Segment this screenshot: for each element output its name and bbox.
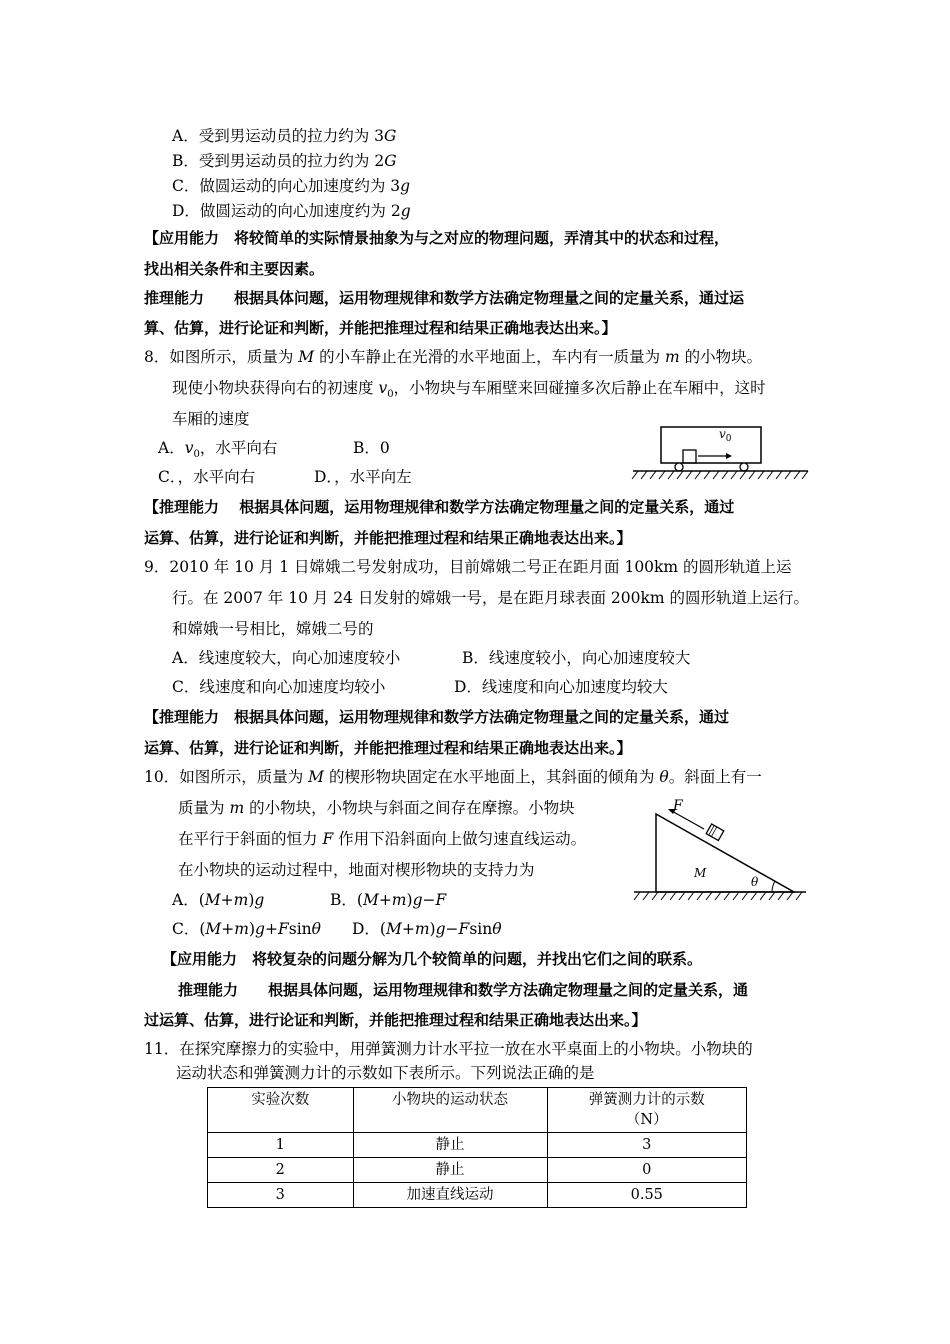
table-header-row: [208, 1088, 747, 1133]
q7-option-d: D．做圆运动的向心加速度约为 2g: [172, 202, 411, 220]
cell-trial: 3: [208, 1183, 354, 1208]
wheel-right: [740, 463, 748, 471]
ground-hatching: [632, 471, 808, 479]
wheel-left: [675, 463, 683, 471]
note8-line1: 【推理能力 根据具体问题，运用物理规律和数学方法确定物理量之间的定量关系，通过: [144, 498, 735, 516]
q9-option-d: D．线速度和向心加速度均较大: [454, 678, 668, 696]
q9-line1: 9．2010 年 10 月 1 日嫦娥二号发射成功，目前嫦娥二号正在距月面 100km 的圆形轨道上运: [144, 558, 792, 576]
q9-line2: 行。在 2007 年 10 月 24 日发射的嫦娥一号，是在距月球表面 200km 的圆形轨道上运行。: [172, 589, 809, 607]
q9-option-b: B．线速度较小，向心加速度较大: [462, 649, 691, 667]
cell-state: 加速直线运动: [353, 1183, 547, 1208]
q10-option-b: B．(M+m)g−F: [330, 891, 447, 909]
note8-line2: 运算、估算，进行论证和判断，并能把推理过程和结果正确地表达出来。】: [144, 529, 632, 547]
small-block: [683, 450, 696, 463]
q7-option-c: C．做圆运动的向心加速度约为 3g: [172, 177, 411, 195]
cell-reading: 0: [547, 1158, 746, 1183]
q8-cart-figure: [628, 420, 813, 490]
q9-line3: 和嫦娥一号相比，嫦娥二号的: [172, 620, 374, 638]
note7-line3: 推理能力 根据具体问题，运用物理规律和数学方法确定物理量之间的定量关系，通过运: [144, 289, 745, 307]
q10-wedge-figure: [630, 792, 810, 908]
q11-data-table: [207, 1087, 747, 1208]
q8-line1: 8．如图所示，质量为 M 的小车静止在光滑的水平地面上，车内有一质量为 m 的小物块。: [144, 348, 763, 366]
note10-line2: 推理能力 根据具体问题，运用物理规律和数学方法确定物理量之间的定量关系，通: [178, 981, 749, 999]
note9-line1: 【推理能力 根据具体问题，运用物理规律和数学方法确定物理量之间的定量关系，通过: [144, 708, 730, 726]
note10-line1: 【应用能力 将较复杂的问题分解为几个较简单的问题，并找出它们之间的联系。: [162, 950, 703, 968]
q7-option-b: B．受到男运动员的拉力约为 2G: [172, 152, 397, 170]
q9-option-c: C．线速度和向心加速度均较小: [172, 678, 386, 696]
q9-option-a: A．线速度较大，向心加速度较小: [172, 649, 401, 667]
table-row: [208, 1158, 747, 1183]
angle-arc: [772, 881, 775, 892]
angle-label: θ: [751, 875, 759, 889]
q11-line2: 运动状态和弹簧测力计的示数如下表所示。下列说法正确的是: [176, 1064, 595, 1082]
cell-state: 静止: [353, 1133, 547, 1158]
note9-line2: 运算、估算，进行论证和判断，并能把推理过程和结果正确地表达出来。】: [144, 739, 632, 757]
q8-line3: 车厢的速度: [172, 410, 250, 428]
force-label: F: [673, 798, 683, 814]
table-row: [208, 1183, 747, 1208]
q10-option-a: A．(M+m)g: [172, 891, 265, 909]
velocity-label: $v_0$: [719, 427, 732, 444]
header-state: 小物块的运动状态: [353, 1088, 547, 1133]
q8-option-d: D．，水平向左: [314, 468, 412, 486]
q10-line4: 在小物块的运动过程中，地面对楔形物块的支持力为: [178, 861, 535, 879]
table-row: [208, 1133, 747, 1158]
cell-trial: 1: [208, 1133, 354, 1158]
note7-line2: 找出相关条件和主要因素。: [144, 260, 325, 278]
q8-line2: 现使小物块获得向右的初速度 $v_0$，小物块与车厢壁来回碰撞多次后静止在车厢中，这时: [172, 379, 766, 401]
q10-option-c: C．(M+m)g+Fsinθ: [172, 920, 321, 938]
velocity-arrowhead: [726, 453, 732, 459]
cell-reading: 0.55: [547, 1183, 746, 1208]
q11-line1: 11．在探究摩擦力的实验中，用弹簧测力计水平拉一放在水平桌面上的小物块。小物块的: [144, 1040, 753, 1058]
header-reading: 弹簧测力计的示数 （N）: [547, 1088, 746, 1133]
note10-line3: 过运算、估算，进行论证和判断，并能把推理过程和结果正确地表达出来。】: [144, 1011, 647, 1029]
cell-reading: 3: [547, 1133, 746, 1158]
q8-option-c: C．，水平向右: [158, 468, 256, 486]
q10-line2: 质量为 m 的小物块，小物块与斜面之间存在摩擦。小物块: [178, 799, 575, 817]
note7-line4: 算、估算，进行论证和判断，并能把推理过程和结果正确地表达出来。】: [144, 319, 617, 337]
wedge-body: [656, 814, 794, 892]
mass-label: M: [694, 866, 707, 880]
q10-line1: 10．如图所示，质量为 M 的楔形物块固定在水平地面上，其斜面的倾角为 θ。斜面上有一: [144, 768, 762, 786]
note7-line1: 【应用能力 将较简单的实际情景抽象为与之对应的物理问题，弄清其中的状态和过程，: [144, 229, 730, 247]
ground-hatching: [634, 892, 802, 900]
q8-option-b: B．0: [353, 439, 390, 457]
cell-state: 静止: [353, 1158, 547, 1183]
q10-option-d: D．(M+m)g−Fsinθ: [352, 920, 502, 938]
q7-option-a: A．受到男运动员的拉力约为 3G: [172, 127, 397, 145]
cell-trial: 2: [208, 1158, 354, 1183]
cart-body: [661, 427, 761, 463]
q10-line3: 在平行于斜面的恒力 F 作用下沿斜面向上做匀速直线运动。: [178, 830, 587, 848]
q8-option-a: A．$v_0$，水平向右: [158, 439, 278, 461]
small-block-on-incline: [706, 824, 724, 840]
header-trial: 实验次数: [208, 1088, 354, 1133]
